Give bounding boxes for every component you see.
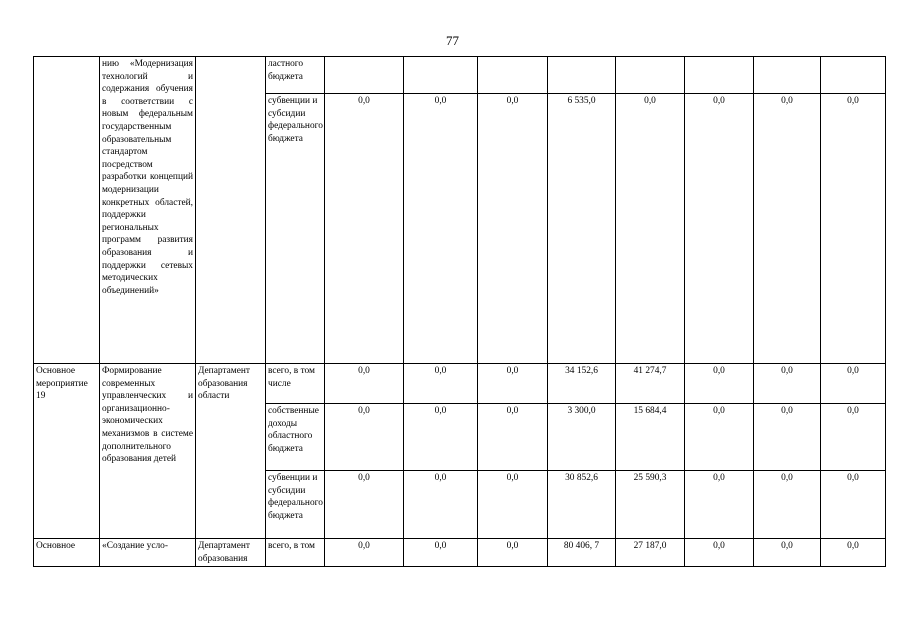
funding-source-cell: собственные доходы областного бюджета	[266, 404, 325, 471]
page-number: 77	[446, 33, 459, 48]
amount-cell: 80 406, 7	[548, 539, 616, 567]
amount-cell: 0,0	[821, 404, 886, 471]
amount-cell	[478, 57, 548, 94]
amount-cell	[616, 57, 685, 94]
amount-cell	[325, 57, 404, 94]
amount-cell: 0,0	[754, 94, 821, 364]
table-row	[34, 539, 886, 567]
table-body	[34, 57, 886, 567]
amount-cell	[754, 57, 821, 94]
funding-source-cell: всего, в том числе	[266, 364, 325, 404]
amount-cell: 0,0	[404, 539, 478, 567]
amount-cell	[685, 57, 754, 94]
executor-cell: Департамент образования области	[196, 364, 266, 539]
measure-name-cell: «Создание усло-	[100, 539, 196, 567]
amount-cell: 0,0	[325, 471, 404, 539]
executor-cell	[196, 57, 266, 364]
table-row	[34, 364, 886, 404]
amount-cell	[548, 57, 616, 94]
table-row	[34, 57, 886, 94]
amount-cell: 0,0	[325, 539, 404, 567]
amount-cell: 0,0	[754, 539, 821, 567]
measure-name-cell: Формирование современных управленческих и организационно-экономических механизмов в системе дополнительного образования детей	[100, 364, 196, 539]
funding-source-cell: ластного бюджета	[266, 57, 325, 94]
amount-cell: 0,0	[478, 364, 548, 404]
funding-source-cell: субвенции и субсидии федерального бюджета	[266, 94, 325, 364]
executor-cell: Департамент образования	[196, 539, 266, 567]
amount-cell: 0,0	[404, 471, 478, 539]
amount-cell: 0,0	[821, 94, 886, 364]
amount-cell: 0,0	[821, 539, 886, 567]
amount-cell: 0,0	[754, 404, 821, 471]
amount-cell: 0,0	[404, 94, 478, 364]
amount-cell: 0,0	[685, 94, 754, 364]
amount-cell: 41 274,7	[616, 364, 685, 404]
amount-cell: 0,0	[404, 364, 478, 404]
funding-source-cell: субвенции и субсидии федерального бюджета	[266, 471, 325, 539]
budget-table	[33, 56, 886, 567]
amount-cell: 0,0	[754, 471, 821, 539]
amount-cell: 0,0	[685, 539, 754, 567]
amount-cell: 0,0	[821, 364, 886, 404]
amount-cell: 0,0	[478, 539, 548, 567]
amount-cell: 34 152,6	[548, 364, 616, 404]
amount-cell: 0,0	[325, 364, 404, 404]
measure-cell	[34, 57, 100, 364]
amount-cell: 0,0	[685, 364, 754, 404]
amount-cell: 0,0	[754, 364, 821, 404]
amount-cell: 0,0	[478, 471, 548, 539]
measure-cell: Основное	[34, 539, 100, 567]
amount-cell: 0,0	[325, 94, 404, 364]
amount-cell: 15 684,4	[616, 404, 685, 471]
amount-cell: 30 852,6	[548, 471, 616, 539]
funding-source-cell: всего, в том	[266, 539, 325, 567]
amount-cell: 0,0	[685, 404, 754, 471]
amount-cell: 0,0	[821, 471, 886, 539]
amount-cell: 0,0	[478, 404, 548, 471]
amount-cell	[821, 57, 886, 94]
amount-cell: 0,0	[404, 404, 478, 471]
amount-cell: 0,0	[685, 471, 754, 539]
amount-cell: 0,0	[616, 94, 685, 364]
amount-cell: 0,0	[325, 404, 404, 471]
amount-cell	[404, 57, 478, 94]
amount-cell: 0,0	[478, 94, 548, 364]
measure-cell: Основное мероприятие 19	[34, 364, 100, 539]
amount-cell: 25 590,3	[616, 471, 685, 539]
amount-cell: 6 535,0	[548, 94, 616, 364]
measure-name-cell: нию «Модернизация технологий и содержания обучения в соответствии с новым федеральным государственным образовательным стандартом посредством разработки концепций модернизации конкретных областей, поддержки региональных программ развития образования и поддержки сетевых методических объединений»	[100, 57, 196, 364]
amount-cell: 3 300,0	[548, 404, 616, 471]
amount-cell: 27 187,0	[616, 539, 685, 567]
